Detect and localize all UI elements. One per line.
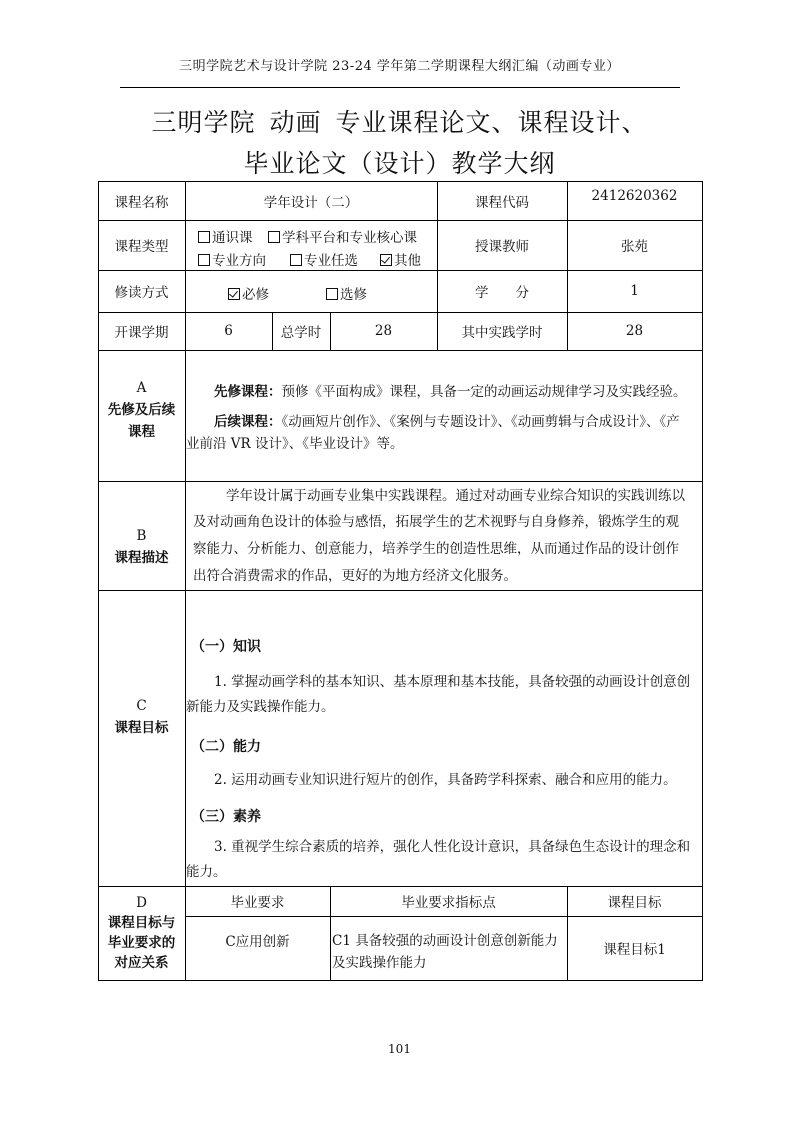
option-core-course[interactable]: 学科平台和专业核心课 (268, 226, 417, 246)
section-a-title-line2: 课程 (128, 424, 155, 440)
credit-label: 学 分 (475, 285, 529, 301)
checkbox-icon (198, 254, 210, 266)
description-line: 学年设计属于动画专业集中实践课程。通过对动画专业综合知识的实践训练以 (226, 488, 685, 504)
title-school: 三明学院 (151, 108, 256, 137)
indicator-value: C1 具备较强的动画设计创意创新能力 及实践操作能力 (332, 933, 558, 971)
checkbox-icon (326, 288, 338, 300)
knowledge-line: 新能力及实践操作能力。 (186, 699, 335, 715)
ability-heading: （二）能力 (191, 739, 261, 755)
col-header-requirement: 毕业要求 (230, 895, 285, 911)
table-line (702, 181, 703, 980)
followup-paragraph-cont: 业前沿 VR 设计》、《毕业设计》等。 (186, 436, 404, 452)
practice-hours-label: 其中实践学时 (461, 325, 543, 341)
description-line: 察能力、分析能力、创意能力，培养学生的创造性思维，从而通过作品的设计创作 (193, 541, 679, 557)
option-other[interactable]: 其他 (380, 249, 421, 269)
section-a-title-line1: 先修及后续 (107, 402, 176, 418)
option-elective[interactable]: 选修 (326, 283, 367, 303)
page-header: 三明学院艺术与设计学院 23-24 学年第二学期课程大纲汇编（动画专业） (179, 59, 620, 74)
checkbox-checked-icon (380, 254, 392, 266)
course-name-value: 学年设计（二） (263, 194, 359, 211)
section-b-letter: B (136, 528, 147, 544)
semester-value: 6 (224, 323, 233, 339)
course-code-value: 2412620362 (591, 188, 678, 204)
section-c-title: 课程目标 (114, 720, 169, 736)
option-general-course[interactable]: 通识课 (198, 226, 253, 246)
teacher-value: 张苑 (621, 239, 648, 255)
description-line: 及对动画角色设计的体验与感悟，拓展学生的艺术视野与自身修养，锻炼学生的观 (193, 514, 679, 530)
semester-label: 开课学期 (114, 325, 169, 341)
knowledge-heading: （一）知识 (191, 639, 261, 655)
table-line (98, 590, 703, 591)
knowledge-line: 1. 掌握动画学科的基本知识、基本原理和基本技能，具备较强的动画设计创意创 (214, 674, 691, 690)
course-code-label: 课程代码 (475, 194, 529, 211)
section-d-title-line1: 课程目标与 (107, 915, 176, 931)
table-line (98, 980, 703, 981)
ability-line: 2. 运用动画专业知识进行短片的创作，具备跨学科探索、融合和应用的能力。 (214, 772, 677, 788)
section-c-letter: C (136, 698, 147, 714)
document-title-line2: 毕业论文（设计）教学大纲 (243, 149, 556, 178)
section-d-label (98, 890, 185, 976)
followup-paragraph: 后续课程：《动画短片创作》、《案例与专题设计》、《动画剪辑与合成设计》、《产 (214, 414, 680, 430)
course-name-label: 课程名称 (114, 194, 169, 211)
checkbox-icon (268, 231, 280, 243)
option-major-direction[interactable]: 专业方向 (198, 249, 266, 269)
option-major-elective[interactable]: 专业任选 (290, 249, 358, 269)
goal-value: 课程目标1 (603, 942, 666, 958)
section-a-letter: A (136, 380, 147, 396)
checkbox-icon (198, 231, 210, 243)
quality-heading: （三）素养 (191, 809, 261, 825)
prereq-paragraph: 先修课程：预修《平面构成》课程，具备一定的动画运动规律学习及实践经验。 (214, 384, 687, 400)
section-b-title: 课程描述 (114, 550, 169, 566)
option-required[interactable]: 必修 (228, 283, 269, 303)
study-mode-label: 修读方式 (114, 285, 169, 301)
checkbox-icon (290, 254, 302, 266)
header-rule (120, 87, 680, 88)
col-header-goal: 课程目标 (607, 895, 662, 911)
page-number: 101 (388, 1042, 411, 1056)
total-hours-label: 总学时 (280, 325, 322, 341)
requirement-value: C应用创新 (225, 934, 290, 950)
section-a-label (98, 366, 185, 454)
quality-line: 3. 重视学生综合素质的培养，强化人性化设计意识，具备绿色生态设计的理念和 (214, 839, 691, 855)
teacher-label: 授课教师 (475, 239, 529, 255)
quality-line: 能力。 (186, 864, 227, 880)
section-b-label (98, 522, 185, 572)
course-type-label: 课程类型 (114, 239, 169, 255)
table-line (98, 481, 703, 482)
checkbox-checked-icon (228, 288, 240, 300)
section-d-letter: D (136, 895, 147, 911)
title-rest: 专业课程论文、课程设计、 (335, 108, 648, 137)
section-d-title-line2: 毕业要求的 (107, 935, 176, 951)
document-title-line1 (0, 103, 799, 139)
table-line (98, 350, 703, 351)
section-d-title-line3: 对应关系 (114, 955, 169, 971)
credit-value: 1 (630, 283, 639, 299)
total-hours-value: 28 (374, 323, 393, 339)
section-c-label (98, 692, 185, 742)
description-line: 出符合消费需求的作品，更好的为地方经济文化服务。 (193, 568, 517, 584)
col-header-indicator: 毕业要求指标点 (401, 895, 496, 911)
title-major: 动画 (269, 108, 322, 137)
practice-hours-value: 28 (625, 323, 644, 339)
